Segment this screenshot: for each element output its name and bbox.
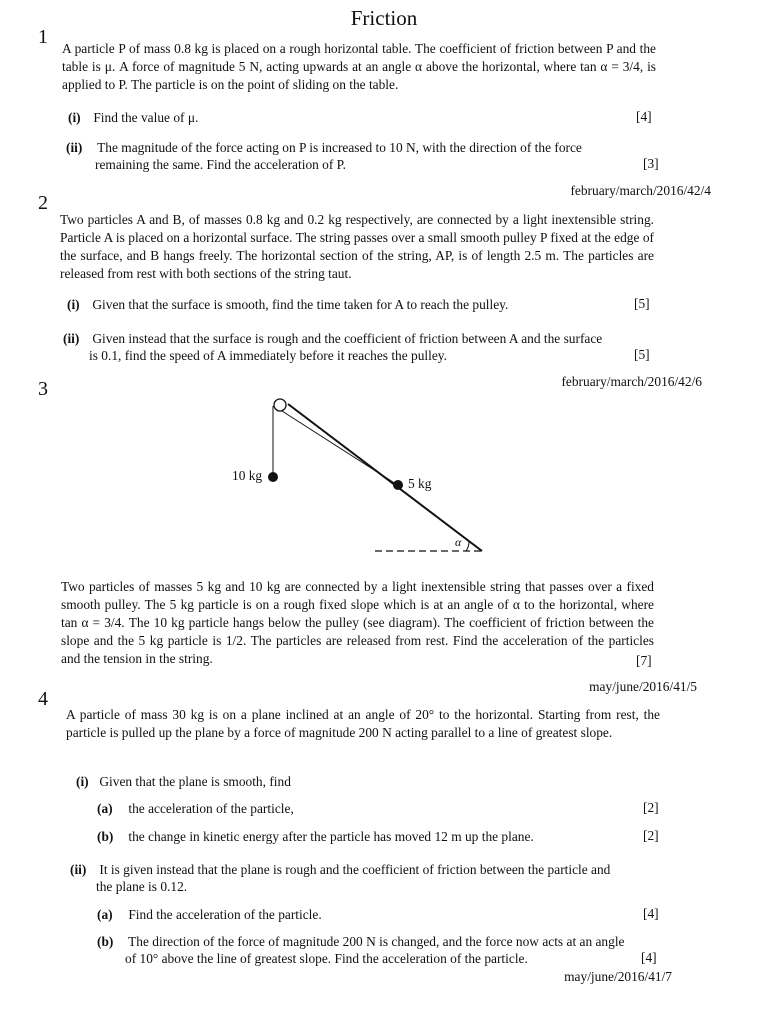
question-number-2: 2 bbox=[38, 192, 48, 214]
q4-source-reference: may/june/2016/41/7 bbox=[564, 969, 672, 984]
q4-part-ia-text: the acceleration of the particle, bbox=[128, 801, 294, 816]
pulley-slope-diagram bbox=[220, 390, 520, 565]
q2-part-ii bbox=[63, 330, 602, 348]
particle-5kg bbox=[393, 480, 403, 490]
q2-part-ii-text-2: is 0.1, find the speed of A immediately before it reaches the pulley. bbox=[89, 348, 447, 363]
q1-part-i bbox=[68, 109, 198, 127]
q4-intro: A particle of mass 30 kg is on a plane inclined at an angle of 20° to the horizontal. Starting from rest, the particle is pulled up the plane by a force of magnitude 200 N acting parallel to a line of greatest slope. bbox=[66, 707, 660, 740]
q2-part-i-mark: [5] bbox=[634, 296, 650, 311]
q2-part-ii-mark: [5] bbox=[634, 347, 650, 362]
q4-part-ia-mark: [2] bbox=[643, 800, 659, 815]
slope-string bbox=[282, 411, 396, 484]
q4-part-ib-mark: [2] bbox=[643, 828, 659, 843]
q4-part-iib-text-2: of 10° above the line of greatest slope. Find the acceleration of the particle. bbox=[125, 951, 528, 966]
q4-part-ib bbox=[97, 828, 534, 846]
q4-part-i-text: Given that the plane is smooth, find bbox=[99, 774, 291, 789]
q1-part-ii-label: (ii) bbox=[66, 140, 83, 155]
q2-part-ii-text-1: Given instead that the surface is rough and the coefficient of friction between A and the surface bbox=[92, 331, 603, 346]
q1-part-ii bbox=[66, 139, 582, 157]
q4-part-ii-label: (ii) bbox=[70, 862, 87, 877]
q2-part-ii-label: (ii) bbox=[63, 331, 80, 346]
q4-part-ib-text: the change in kinetic energy after the particle has moved 12 m up the plane. bbox=[128, 829, 534, 844]
q1-part-ii-text-1: The magnitude of the force acting on P is increased to 10 N, with the direction of the force bbox=[97, 140, 582, 155]
q4-part-iia bbox=[97, 906, 322, 924]
q4-part-ii bbox=[70, 861, 610, 879]
q4-part-iib-text-1: The direction of the force of magnitude 200 N is changed, and the force now acts at an angle bbox=[128, 934, 625, 949]
q2-source-reference: february/march/2016/42/6 bbox=[561, 374, 702, 389]
q4-part-iib-mark: [4] bbox=[641, 950, 657, 965]
angle-arc bbox=[466, 541, 469, 551]
label-10kg: 10 kg bbox=[232, 468, 263, 483]
particle-10kg bbox=[268, 472, 278, 482]
q3-source-reference: may/june/2016/41/5 bbox=[589, 679, 697, 694]
question-number-3: 3 bbox=[38, 378, 48, 400]
pulley bbox=[274, 399, 286, 411]
q4-part-ia bbox=[97, 800, 294, 818]
q2-part-i bbox=[67, 296, 508, 314]
q1-source-reference: february/march/2016/42/4 bbox=[570, 183, 711, 198]
q1-part-i-text: Find the value of μ. bbox=[93, 110, 199, 125]
q4-part-ii-text-1: It is given instead that the plane is rough and the coefficient of friction between the particle and bbox=[99, 862, 611, 877]
q4-part-iia-mark: [4] bbox=[643, 906, 659, 921]
q4-part-i bbox=[76, 773, 291, 791]
q4-part-iia-text: Find the acceleration of the particle. bbox=[128, 907, 322, 922]
q2-intro: Two particles A and B, of masses 0.8 kg and 0.2 kg respectively, are connected by a light inextensible string. Particle A is placed on a horizontal surface. The string passes over a small smooth pulley P fixed at the edge of the surface, and B hangs freely. The horizontal section of the string, AP, is of length 2.5 m. The particles are released from rest with both sections of the string taut. bbox=[60, 212, 654, 281]
q4-part-ib-label: (b) bbox=[97, 829, 114, 844]
q1-intro: A particle P of mass 0.8 kg is placed on a rough horizontal table. The coefficient of friction between P and the table is μ. A force of magnitude 5 N, acting upwards at an angle α above the horizontal, where tan α = 3/4, is applied to P. The particle is on the point of sliding on the table. bbox=[62, 41, 656, 92]
q1-part-ii-mark: [3] bbox=[643, 156, 659, 171]
question-number-4: 4 bbox=[38, 688, 48, 710]
label-alpha: α bbox=[455, 535, 462, 549]
q2-part-i-label: (i) bbox=[67, 297, 80, 312]
q1-part-i-mark: [4] bbox=[636, 109, 652, 124]
q3-mark: [7] bbox=[636, 653, 652, 668]
page-title: Friction bbox=[350, 6, 418, 30]
q3-text: Two particles of masses 5 kg and 10 kg are connected by a light inextensible string that passes over a fixed smooth pulley. The 5 kg particle is on a rough fixed slope which is at an angle of α to the horizontal, where tan α = 3/4. The 10 kg particle hangs below the pulley (see diagram). The coefficient of friction between the slope and the 5 kg particle is 1/2. The particles are released from rest. Find the acceleration of the particles and the tension in the string. bbox=[61, 579, 654, 666]
q4-part-iia-label: (a) bbox=[97, 907, 113, 922]
q4-part-ii-text-2: the plane is 0.12. bbox=[96, 879, 188, 894]
label-5kg: 5 kg bbox=[408, 476, 432, 491]
question-number-1: 1 bbox=[38, 26, 48, 48]
q4-part-iib bbox=[97, 933, 625, 951]
q2-part-i-text: Given that the surface is smooth, find the time taken for A to reach the pulley. bbox=[92, 297, 509, 312]
q1-part-ii-text-2: remaining the same. Find the acceleration of P. bbox=[95, 157, 346, 172]
q4-part-i-label: (i) bbox=[76, 774, 89, 789]
q4-part-ia-label: (a) bbox=[97, 801, 113, 816]
q1-part-i-label: (i) bbox=[68, 110, 81, 125]
q4-part-iib-label: (b) bbox=[97, 934, 114, 949]
